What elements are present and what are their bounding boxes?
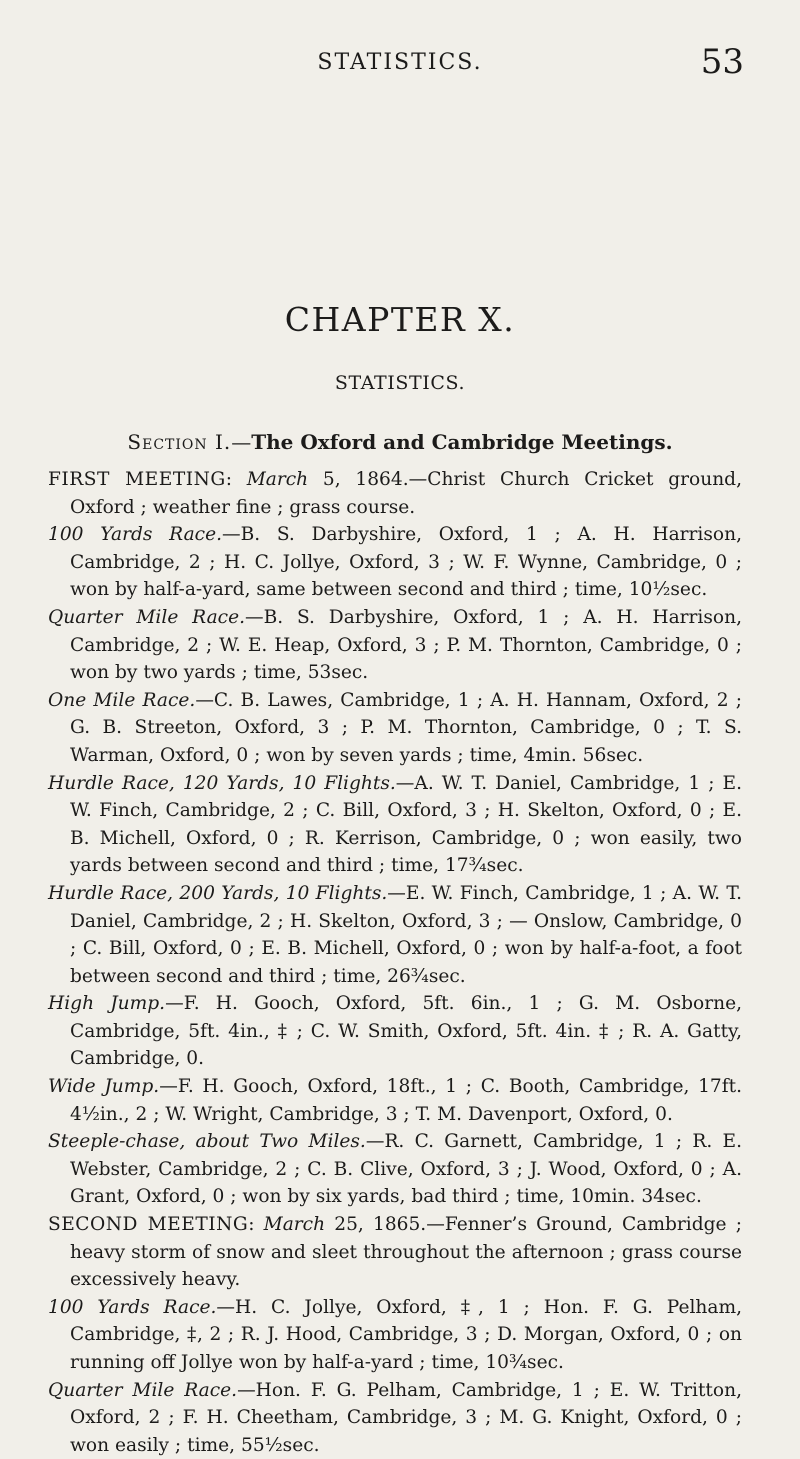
- section-dash: —: [231, 430, 252, 454]
- event-entry: [48, 521, 742, 604]
- event-entry: [48, 1073, 742, 1128]
- meeting-entry: FIRST MEETING: March 5, 1864.—Christ Church Cricket ground, Oxford ; weather fine ; grass course.: [48, 469, 742, 518]
- event-entry: [48, 990, 742, 1073]
- event-entry: [48, 770, 742, 880]
- event-entry: [48, 1294, 742, 1377]
- event-results: —C. B. Lawes, Cambridge, 1 ; A. H. Hannam, Oxford, 2 ; G. B. Streeton, Oxford, 3 ; P. M. Thornton, Cambridge, 0 ; T. S. Warman, Oxford, 0 ; won by seven yards ; time, 4min. 56sec.: [70, 689, 742, 766]
- event-results: —A. W. T. Daniel, Cambridge, 1 ; E. W. Finch, Cambridge, 2 ; C. Bill, Oxford, 3 ; H. Skelton, Oxford, 0 ; E. B. Michell, Oxford, 0 ; R. Kerrison, Cambridge, 0 ; won easily, two yards between second and third ; time, 17¾sec.: [70, 772, 742, 877]
- meeting-details: 25, 1865.—Fenner’s Ground, Cambridge ; heavy storm of snow and sleet throughout the afternoon ; grass course excessively heavy.: [70, 1214, 742, 1291]
- meeting-entry: SECOND MEETING: March 25, 1865.—Fenner’s Ground, Cambridge ; heavy storm of snow and sleet throughout the afternoon ; grass course excessively heavy.: [48, 1214, 742, 1291]
- meeting-label: FIRST MEETING: [48, 469, 226, 490]
- event-title: Quarter Mile Race.: [48, 1379, 238, 1401]
- event-title: Quarter Mile Race.: [48, 606, 245, 628]
- event-results: —B. S. Darbyshire, Oxford, 1 ; A. H. Harrison, Cambridge, 2 ; W. E. Heap, Oxford, 3 ; P. M. Thornton, Cambridge, 0 ; won by two yards ; time, 53sec.: [70, 606, 742, 684]
- section-heading: [0, 430, 800, 454]
- meeting-label: SECOND MEETING: [48, 1214, 249, 1236]
- running-head: [0, 42, 800, 82]
- event-title: One Mile Race.: [48, 689, 196, 711]
- event-results: —E. W. Finch, Cambridge, 1 ; A. W. T. Daniel, Cambridge, 2 ; H. Skelton, Oxford, 3 ; — Onslow, Cambridge, 0 ; C. Bill, Oxford, 0 ; E. B. Michell, Oxford, 0 ; won by half-a-foot, a foot between second and third ; time, 26¾sec.: [70, 882, 742, 987]
- event-entry: [48, 604, 742, 687]
- running-title: STATISTICS.: [317, 50, 483, 75]
- event-results: —Hon. F. G. Pelham, Cambridge, 1 ; E. W. Tritton, Oxford, 2 ; F. H. Cheetham, Cambridge, 3 ; M. G. Knight, Oxford, 0 ; won easily ; time, 55½sec.: [70, 1379, 742, 1456]
- event-results: —F. H. Gooch, Oxford, 5ft. 6in., 1 ; G. M. Osborne, Cambridge, 5ft. 4in., ‡ ; C. W. Smith, Oxford, 5ft. 4in. ‡ ; R. A. Gatty, Cambridge, 0.: [70, 993, 742, 1070]
- page-number: 53: [700, 42, 744, 82]
- event-results: —B. S. Darbyshire, Oxford, 1 ; A. H. Harrison, Cambridge, 2 ; H. C. Jollye, Oxford, 3 ; W. F. Wynne, Cambridge, 0 ; won by half-a-yard, same between second and third ; time, 10½sec.: [70, 524, 742, 601]
- section-label: Section I.: [127, 430, 232, 454]
- event-results: —R. C. Garnett, Cambridge, 1 ; R. E. Webster, Cambridge, 2 ; C. B. Clive, Oxford, 3 ; J. Wood, Oxford, 0 ; A. Grant, Oxford, 0 ; won by six yards, bad third ; time, 10min. 34sec.: [70, 1131, 742, 1208]
- meeting-month: March: [263, 1214, 326, 1236]
- chapter-subtitle: STATISTICS.: [334, 372, 466, 394]
- event-entry: [48, 880, 742, 990]
- meeting-month: March: [246, 469, 309, 490]
- event-title: 100 Yards Race.: [48, 1296, 217, 1318]
- meeting-details: 5, 1864.—Christ Church Cricket ground, Oxford ; weather fine ; grass course.: [70, 469, 742, 518]
- event-entry: [48, 1377, 742, 1459]
- event-title: Steeple-chase, about Two Miles.: [48, 1131, 366, 1153]
- event-title: Wide Jump.: [48, 1076, 160, 1098]
- event-title: Hurdle Race, 200 Yards, 10 Flights.: [48, 882, 388, 904]
- event-entry: [48, 687, 742, 770]
- event-results: —H. C. Jollye, Oxford, ‡, 1 ; Hon. F. G. Pelham, Cambridge, ‡, 2 ; R. J. Hood, Cambridge, 3 ; D. Morgan, Oxford, 0 ; on running off Jollye won by half-a-yard ; time, 10¾sec.: [70, 1296, 742, 1373]
- chapter-title: CHAPTER X.: [284, 300, 516, 339]
- event-results: —F. H. Gooch, Oxford, 18ft., 1 ; C. Booth, Cambridge, 17ft. 4½in., 2 ; W. Wright, Cambridge, 3 ; T. M. Davenport, Oxford, 0.: [70, 1076, 742, 1125]
- event-title: High Jump.: [48, 993, 166, 1015]
- results-body: [0, 466, 800, 1459]
- event-title: Hurdle Race, 120 Yards, 10 Flights.: [48, 772, 396, 794]
- event-entry: [48, 1128, 742, 1211]
- section-title: The Oxford and Cambridge Meetings.: [251, 430, 673, 454]
- event-title: 100 Yards Race.: [48, 524, 222, 546]
